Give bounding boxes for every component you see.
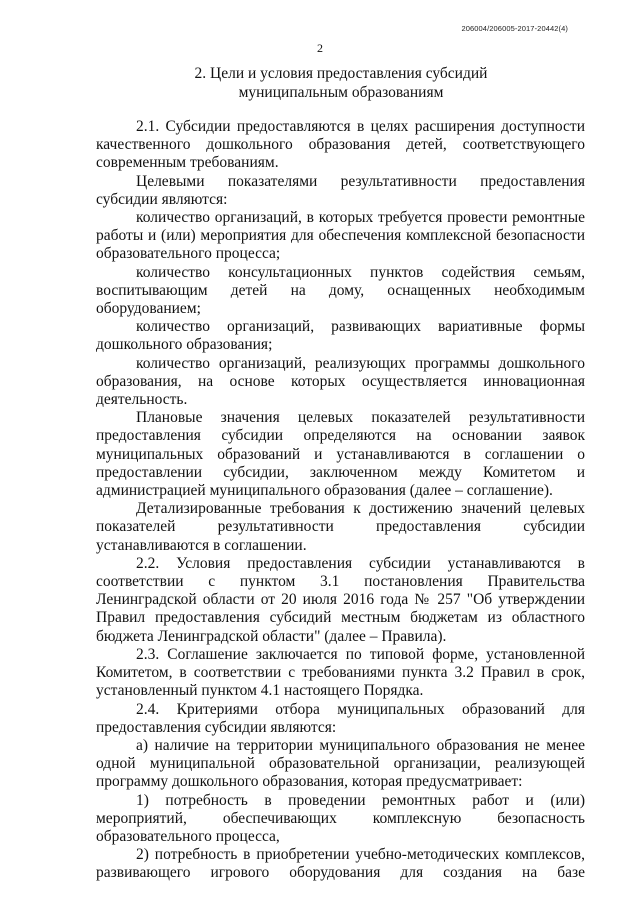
paragraph-targets-intro: Целевыми показателями результативности предоставления субсидии являются: (96, 172, 585, 208)
page-number: 2 (317, 41, 323, 55)
section-heading (96, 64, 586, 102)
paragraph-criterion-1: 1) потребность в проведении ремонтных работ и (или) мероприятий, обеспечивающих комплексную безопасность образовательного процесса, (96, 791, 585, 845)
paragraph-2-2: 2.2. Условия предоставления субсидии устанавливаются в соответствии с пунктом 3.1 постановления Правительства Ленинградской области от 20 июля 2016 года № 257 "Об утверждении Правил предоставления субсидий местным бюджетам из областного бюджета Ленинградской области" (далее – Правила). (96, 554, 585, 645)
section-body (96, 118, 585, 883)
section-heading-line-1: 2. Цели и условия предоставления субсидий (194, 65, 488, 82)
paragraph-target-item: количество консультационных пунктов содействия семьям, воспитывающим детей на дому, оснащенных необходимым оборудованием; (96, 263, 585, 318)
paragraph-criterion-a: а) наличие на территории муниципального образования не менее одной муниципальной образовательной организации, реализующей программу дошкольного образования, которая предусматривает: (96, 736, 585, 791)
paragraph-2-1: 2.1. Субсидии предоставляются в целях расширения доступности качественного дошкольного образования детей, соответствующего современным требованиям. (96, 118, 585, 172)
paragraph-criterion-2: 2) потребность в приобретении учебно-методических комплексов, развивающего игрового оборудования для создания на базе (96, 846, 585, 882)
paragraph-detailed-requirements: Детализированные требования к достижению значений целевых показателей результативности предоставления субсидии устанавливаются в соглашении. (96, 500, 585, 554)
paragraph-2-4: 2.4. Критериями отбора муниципальных образований для предоставления субсидии являются: (96, 700, 585, 736)
paragraph-2-3: 2.3. Соглашение заключается по типовой форме, установленной Комитетом, в соответствии с требованиями пункта 3.2 Правил в срок, установленный пунктом 4.1 настоящего Порядка. (96, 645, 585, 700)
section-heading-line-2: муниципальным образованиям (238, 84, 444, 101)
paragraph-target-item: количество организаций, реализующих программы дошкольного образования, на основе которых осуществляется инновационная деятельность. (96, 354, 585, 409)
paragraph-planned-values: Плановые значения целевых показателей результативности предоставления субсидии определяются на основании заявок муниципальных образований и устанавливаются в соглашении о предоставлении субсидии, заключенном между Комитетом и администрацией муниципального образования (далее – соглашение). (96, 409, 585, 500)
paragraph-target-item: количество организаций, развивающих вариативные формы дошкольного образования; (96, 318, 585, 354)
document-id: 206004/206005-2017-20442(4) (461, 24, 568, 33)
paragraph-target-item: количество организаций, в которых требуется провести ремонтные работы и (или) мероприятия для обеспечения комплексной безопасности образовательного процесса; (96, 209, 585, 263)
